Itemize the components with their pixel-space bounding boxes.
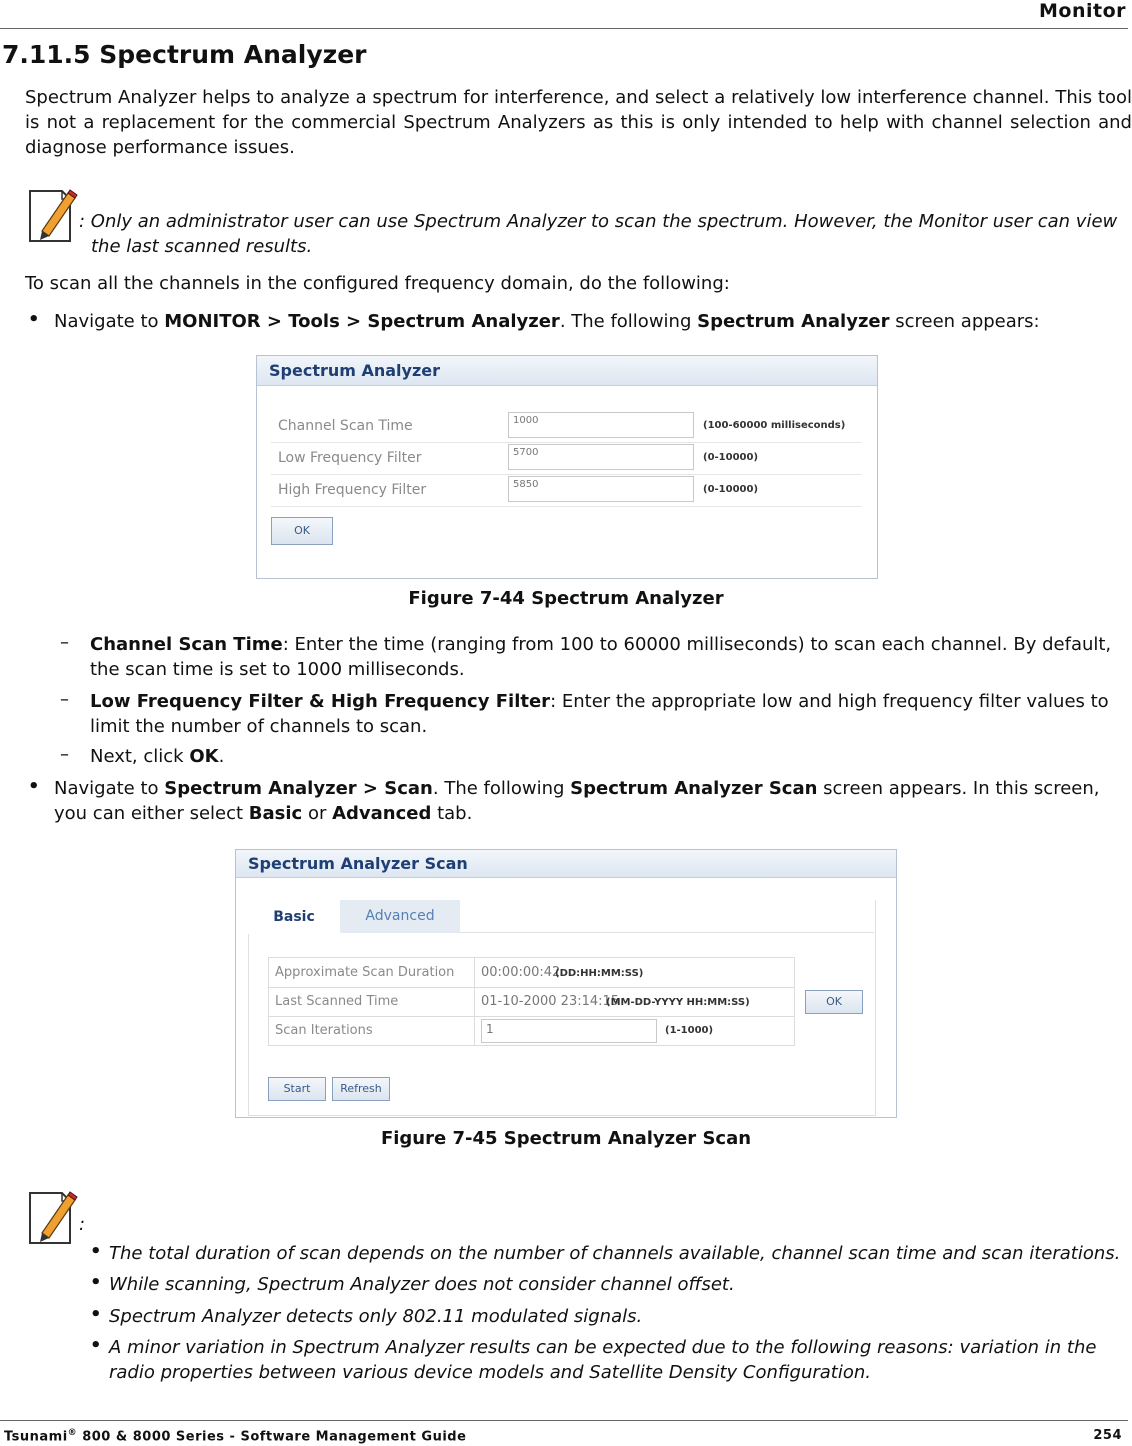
column-divider: [474, 958, 475, 1045]
figure-header: Spectrum Analyzer: [257, 356, 877, 386]
note-item-802-11: Spectrum Analyzer detects only 802.11 modulated signals.: [109, 1306, 643, 1327]
figure-45-caption: Figure 7-45 Spectrum Analyzer Scan: [380, 1128, 752, 1149]
running-header: Monitor: [1038, 0, 1126, 22]
start-button[interactable]: Start: [268, 1077, 326, 1101]
page-number: 254: [1093, 1428, 1122, 1443]
bullet-dot: •: [90, 1272, 102, 1293]
note-pencil-icon: [28, 1187, 76, 1245]
low-frequency-filter-label: Low Frequency Filter: [278, 450, 422, 466]
channel-scan-time-desc: Channel Scan Time: Enter the time (ranging from 100 to 60000 milliseconds) to scan each channel. By default, the scan time is set to 1000 milliseconds.: [90, 634, 1112, 680]
channel-scan-time-input[interactable]: 1000: [508, 412, 694, 438]
note-item-channel-offset: While scanning, Spectrum Analyzer does not consider channel offset.: [109, 1274, 735, 1295]
monitor-path: MONITOR > Tools > Spectrum Analyzer: [164, 311, 560, 332]
high-frequency-filter-hint: (0-10000): [703, 484, 759, 495]
row-divider: [271, 474, 861, 475]
high-frequency-filter-label: High Frequency Filter: [278, 482, 427, 498]
bullet-dot: •: [28, 309, 40, 330]
scan-iterations-hint: (1-1000): [665, 1025, 714, 1036]
tab-advanced[interactable]: Advanced: [340, 900, 460, 933]
approx-scan-duration-value: 00:00:00:42: [481, 965, 561, 980]
last-scanned-time-label: Last Scanned Time: [275, 994, 399, 1009]
approx-scan-duration-hint: (DD:HH:MM:SS): [555, 968, 644, 979]
tab-strip-line: [460, 932, 874, 933]
row-divider: [269, 987, 794, 988]
row-divider: [269, 1016, 794, 1017]
approx-scan-duration-label: Approximate Scan Duration: [275, 965, 455, 980]
note-admin-text: : Only an administrator user can use Spectrum Analyzer to scan the spectrum. However, the Monitor user can view the last scanned results.: [79, 211, 1118, 257]
low-frequency-filter-input[interactable]: 5700: [508, 444, 694, 470]
row-divider: [271, 506, 861, 507]
intro-paragraph: Spectrum Analyzer helps to analyze a spectrum for interference, and select a relatively low interference channel. This tool is not a replacement for the commercial Spectrum Analyzers as this is only intended to help with channel selection and diagnose performance issues.: [25, 87, 1132, 158]
high-frequency-filter-input[interactable]: 5850: [508, 476, 694, 502]
bullet-dot: •: [90, 1241, 102, 1262]
ok-button[interactable]: OK: [271, 517, 333, 545]
ok-button[interactable]: OK: [805, 990, 863, 1014]
channel-scan-time-hint: (100-60000 milliseconds): [703, 420, 846, 431]
dash-marker: –: [60, 744, 69, 765]
bullet-dot: •: [90, 1335, 102, 1356]
scan-iterations-input[interactable]: 1: [481, 1019, 657, 1043]
figure-44-caption: Figure 7-44 Spectrum Analyzer: [408, 588, 724, 609]
figure-header: Spectrum Analyzer Scan: [236, 850, 896, 878]
next-click-ok: Next, click OK.: [90, 746, 225, 767]
header-rule: [0, 28, 1128, 29]
footer-rule: [0, 1420, 1128, 1421]
bullet-dot: •: [90, 1304, 102, 1325]
last-scanned-time-hint: (MM-DD-YYYY HH:MM:SS): [606, 997, 750, 1008]
note2-colon: :: [79, 1214, 86, 1235]
scan-intro-text: To scan all the channels in the configured frequency domain, do the following:: [25, 273, 730, 294]
scan-info-table: [268, 957, 795, 1046]
frequency-filter-desc: Low Frequency Filter & High Frequency Filter: Enter the appropriate low and high frequency filter values to limit the number of channels to scan.: [90, 691, 1109, 737]
note-item-minor-variation: A minor variation in Spectrum Analyzer results can be expected due to the following reasons: variation in the radio properties between various device models and Satellite Density Configuration.: [109, 1337, 1097, 1383]
footer-title: Tsunami® 800 & 8000 Series - Software Management Guide: [4, 1428, 467, 1445]
note-item-scan-duration: The total duration of scan depends on the number of channels available, channel scan time and scan iterations.: [109, 1243, 1121, 1264]
step2-text: Navigate to Spectrum Analyzer > Scan. The following Spectrum Analyzer Scan screen appears. In this screen, you can either select Basic or Advanced tab.: [54, 778, 1100, 824]
last-scanned-time-value: 01-10-2000 23:14:15: [481, 994, 620, 1009]
channel-scan-time-label: Channel Scan Time: [278, 418, 413, 434]
spectrum-analyzer-scan-figure: [235, 849, 897, 1118]
step1-text: Navigate to MONITOR > Tools > Spectrum Analyzer. The following Spectrum Analyzer screen appears:: [54, 311, 1040, 332]
tab-basic[interactable]: Basic: [248, 900, 340, 934]
bullet-dot: •: [28, 776, 40, 797]
section-title: 7.11.5 Spectrum Analyzer: [2, 40, 367, 69]
spectrum-analyzer-figure: [256, 355, 878, 579]
scan-iterations-label: Scan Iterations: [275, 1023, 373, 1038]
dash-marker: –: [60, 632, 69, 653]
low-frequency-filter-hint: (0-10000): [703, 452, 759, 463]
note-pencil-icon: [28, 185, 76, 243]
dash-marker: –: [60, 689, 69, 710]
row-divider: [271, 442, 861, 443]
refresh-button[interactable]: Refresh: [332, 1077, 390, 1101]
